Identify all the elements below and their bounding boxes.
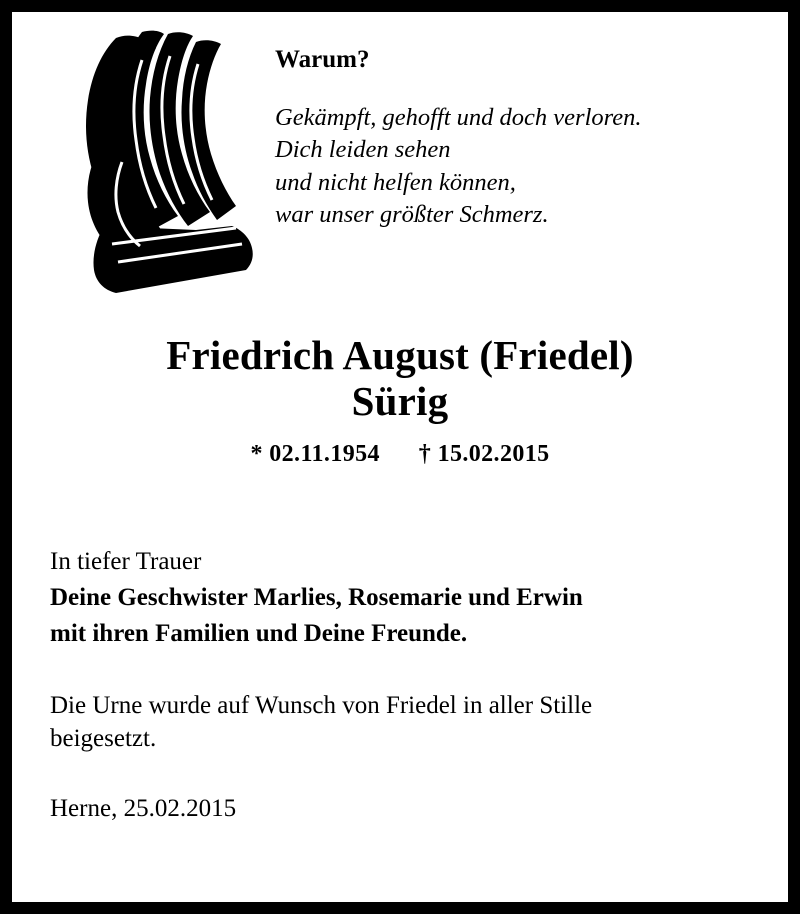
notice-body	[38, 546, 762, 826]
life-dates	[38, 441, 762, 468]
notice-inner	[12, 12, 788, 902]
verse-title: Warum?	[275, 46, 370, 73]
notice-header	[38, 30, 762, 295]
burial-note-line-1: Die Urne wurde auf Wunsch von Friedel in aller Stille	[50, 692, 593, 720]
verse-line: Dich leiden sehen	[275, 136, 451, 164]
place-and-date: Herne, 25.02.2015	[50, 795, 237, 823]
verse-line: und nicht helfen können,	[275, 168, 516, 196]
praying-hands-icon	[46, 30, 271, 295]
mourning-intro: In tiefer Trauer	[50, 547, 202, 575]
deceased-name-line-2: Sürig	[351, 377, 449, 424]
birth-date: 02.11.1954	[269, 440, 380, 467]
verse-line: Gekämpft, gehofft und doch verloren.	[275, 103, 642, 131]
verse-block	[271, 30, 762, 232]
verse-line: war unser größter Schmerz.	[275, 201, 549, 229]
birth-symbol: *	[250, 440, 263, 467]
death-date: 15.02.2015	[437, 440, 550, 467]
death-symbol: †	[418, 440, 432, 467]
burial-note	[50, 690, 762, 755]
mourning-names-line-2: mit ihren Familien und Deine Freunde.	[50, 620, 468, 648]
deceased-name-line-1: Friedrich August (Friedel)	[166, 332, 634, 378]
burial-note-line-2: beigesetzt.	[50, 724, 157, 752]
mourning-names-line-1: Deine Geschwister Marlies, Rosemarie und Erwin	[50, 584, 583, 612]
deceased-name-block	[38, 333, 762, 468]
